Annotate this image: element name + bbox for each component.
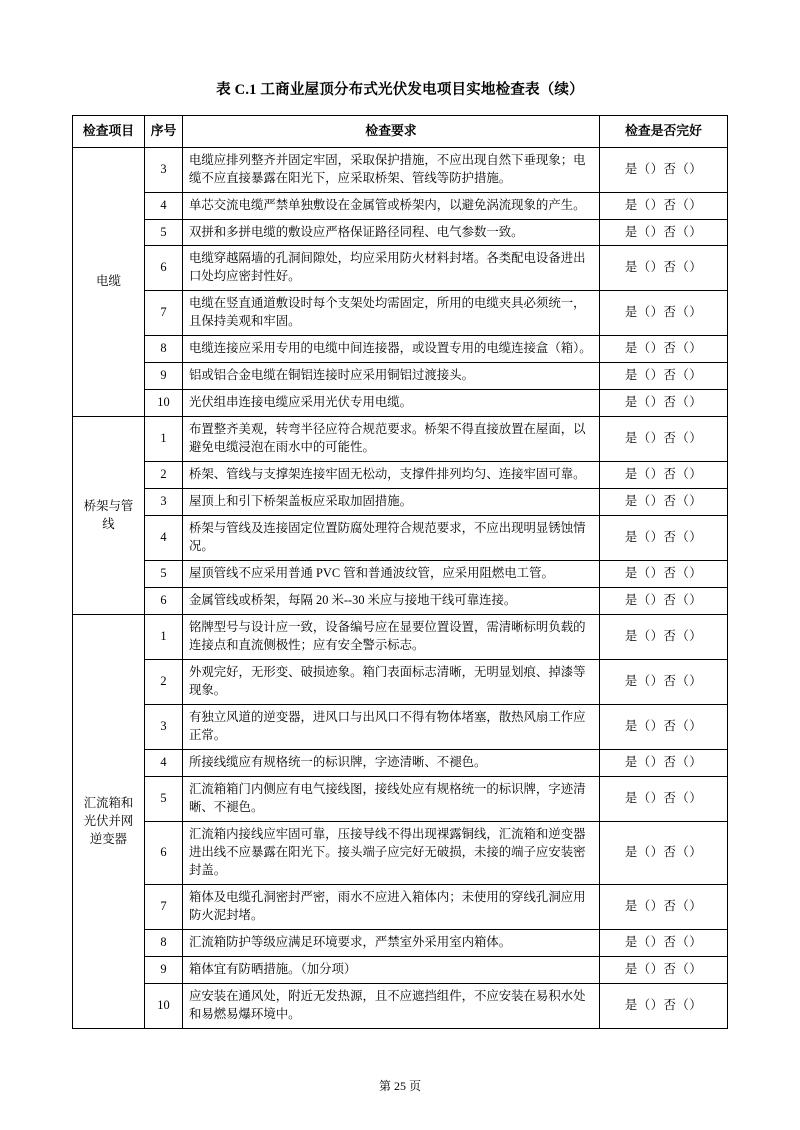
table-row [73,516,728,561]
row-requirement: 单芯交流电缆严禁单独敷设在金属管或桥架内，以避免涡流现象的产生。 [183,192,600,219]
row-check-option[interactable]: 是（）否（） [600,336,728,363]
row-number: 9 [145,363,183,390]
column-header-check: 检查是否完好 [600,116,728,148]
row-check-option[interactable]: 是（）否（） [600,957,728,984]
row-number: 1 [145,417,183,462]
table-header-row [73,116,728,148]
category-cell-combiner-inverter: 汇流箱和光伏并网逆变器 [73,615,145,1029]
row-check-option[interactable]: 是（）否（） [600,462,728,489]
table-row [73,822,728,885]
row-check-option[interactable]: 是（）否（） [600,615,728,660]
row-check-option[interactable]: 是（）否（） [600,930,728,957]
table-row [73,750,728,777]
table-row [73,957,728,984]
row-number: 4 [145,750,183,777]
row-number: 5 [145,219,183,246]
table-row [73,615,728,660]
row-check-option[interactable]: 是（）否（） [600,561,728,588]
column-header-number: 序号 [145,116,183,148]
row-requirement: 铭牌型号与设计应一致，设备编号应在显要位置设置，需清晰标明负载的连接点和直流侧极性；应有安全警示标志。 [183,615,600,660]
row-requirement: 有独立风道的逆变器，进风口与出风口不得有物体堵塞，散热风扇工作应正常。 [183,705,600,750]
row-requirement: 汇流箱箱门内侧应有电气接线图，接线处应有规格统一的标识牌，字迹清晰、不褪色。 [183,777,600,822]
table-body [73,147,728,1028]
row-requirement: 汇流箱内接线应牢固可靠，压接导线不得出现裸露铜线，汇流箱和逆变器进出线不应暴露在阳光下。接头端子应完好无破损，未接的端子应安装密封盖。 [183,822,600,885]
row-number: 7 [145,885,183,930]
page-footer: 第 25 页 [378,1079,421,1093]
row-number: 8 [145,336,183,363]
row-check-option[interactable]: 是（）否（） [600,822,728,885]
row-check-option[interactable]: 是（）否（） [600,291,728,336]
page-title: 表 C.1 工商业屋顶分布式光伏发电项目实地检查表（续） [216,82,584,98]
row-check-option[interactable]: 是（）否（） [600,984,728,1029]
row-number: 6 [145,246,183,291]
row-check-option[interactable]: 是（）否（） [600,516,728,561]
row-number: 10 [145,390,183,417]
row-requirement: 电缆在竖直通道敷设时每个支架处均需固定，所用的电缆夹具必须统一，且保持美观和牢固。 [183,291,600,336]
row-check-option[interactable]: 是（）否（） [600,390,728,417]
row-requirement: 应安装在通风处，附近无发热源，且不应遮挡组件，不应安装在易积水处和易燃易爆环境中。 [183,984,600,1029]
table-row [73,390,728,417]
table-row [73,336,728,363]
row-requirement: 桥架、管线与支撑架连接牢固无松动，支撑件排列均匀、连接牢固可靠。 [183,462,600,489]
row-check-option[interactable]: 是（）否（） [600,219,728,246]
row-check-option[interactable]: 是（）否（） [600,246,728,291]
row-requirement: 布置整齐美观，转弯半径应符合规范要求。桥架不得直接放置在屋面，以避免电缆浸泡在雨水中的可能性。 [183,417,600,462]
row-requirement: 箱体及电缆孔洞密封严密，雨水不应进入箱体内；未使用的穿线孔洞应用防火泥封堵。 [183,885,600,930]
row-requirement: 箱体宜有防晒措施。（加分项） [183,957,600,984]
row-number: 2 [145,462,183,489]
table-row [73,489,728,516]
table-row [73,246,728,291]
row-requirement: 金属管线或桥架，每隔 20 米--30 米应与接地干线可靠连接。 [183,588,600,615]
row-requirement: 双拼和多拼电缆的敷设应严格保证路径同程、电气参数一致。 [183,219,600,246]
row-requirement: 所接线缆应有规格统一的标识牌，字迹清晰、不褪色。 [183,750,600,777]
table-row [73,984,728,1029]
table-row [73,219,728,246]
table-row [73,462,728,489]
column-header-category: 检查项目 [73,116,145,148]
row-number: 3 [145,489,183,516]
column-header-requirement: 检查要求 [183,116,600,148]
table-row [73,363,728,390]
table-row [73,588,728,615]
category-cell-tray-conduit: 桥架与管线 [73,417,145,615]
table-row [73,705,728,750]
row-requirement: 汇流箱防护等级应满足环境要求，严禁室外采用室内箱体。 [183,930,600,957]
row-requirement: 外观完好，无形变、破损迹象。箱门表面标志清晰，无明显划痕、掉漆等现象。 [183,660,600,705]
row-requirement: 电缆应排列整齐并固定牢固，采取保护措施，不应出现自然下垂现象；电缆不应直接暴露在阳光下，应采取桥架、管线等防护措施。 [183,147,600,192]
row-number: 3 [145,147,183,192]
row-number: 6 [145,588,183,615]
table-row [73,561,728,588]
row-check-option[interactable]: 是（）否（） [600,660,728,705]
row-number: 1 [145,615,183,660]
row-number: 10 [145,984,183,1029]
row-number: 7 [145,291,183,336]
table-row [73,147,728,192]
row-check-option[interactable]: 是（）否（） [600,489,728,516]
row-requirement: 屋顶管线不应采用普通 PVC 管和普通波纹管，应采用阻燃电工管。 [183,561,600,588]
row-number: 5 [145,777,183,822]
category-cell-cable: 电缆 [73,147,145,417]
table-row [73,660,728,705]
table-row [73,930,728,957]
row-check-option[interactable]: 是（）否（） [600,705,728,750]
row-number: 4 [145,192,183,219]
row-check-option[interactable]: 是（）否（） [600,192,728,219]
row-number: 4 [145,516,183,561]
row-check-option[interactable]: 是（）否（） [600,885,728,930]
row-requirement: 铝或铝合金电缆在铜铝连接时应采用铜铝过渡接头。 [183,363,600,390]
row-requirement: 屋顶上和引下桥架盖板应采取加固措施。 [183,489,600,516]
row-check-option[interactable]: 是（）否（） [600,750,728,777]
row-check-option[interactable]: 是（）否（） [600,147,728,192]
table-row [73,417,728,462]
inspection-table [72,115,728,1029]
row-number: 9 [145,957,183,984]
table-row [73,291,728,336]
row-check-option[interactable]: 是（）否（） [600,588,728,615]
row-number: 6 [145,822,183,885]
row-number: 3 [145,705,183,750]
row-number: 2 [145,660,183,705]
row-requirement: 电缆连接应采用专用的电缆中间连接器，或设置专用的电缆连接盒（箱）。 [183,336,600,363]
table-row [73,777,728,822]
row-requirement: 桥架与管线及连接固定位置防腐处理符合规范要求，不应出现明显锈蚀情况。 [183,516,600,561]
table-row [73,192,728,219]
row-check-option[interactable]: 是（）否（） [600,777,728,822]
row-check-option[interactable]: 是（）否（） [600,363,728,390]
row-requirement: 光伏组串连接电缆应采用光伏专用电缆。 [183,390,600,417]
row-check-option[interactable]: 是（）否（） [600,417,728,462]
table-header [73,116,728,148]
row-number: 5 [145,561,183,588]
row-number: 8 [145,930,183,957]
table-row [73,885,728,930]
row-requirement: 电缆穿越隔墙的孔洞间隙处，均应采用防火材料封堵。各类配电设备进出口处均应密封性好。 [183,246,600,291]
